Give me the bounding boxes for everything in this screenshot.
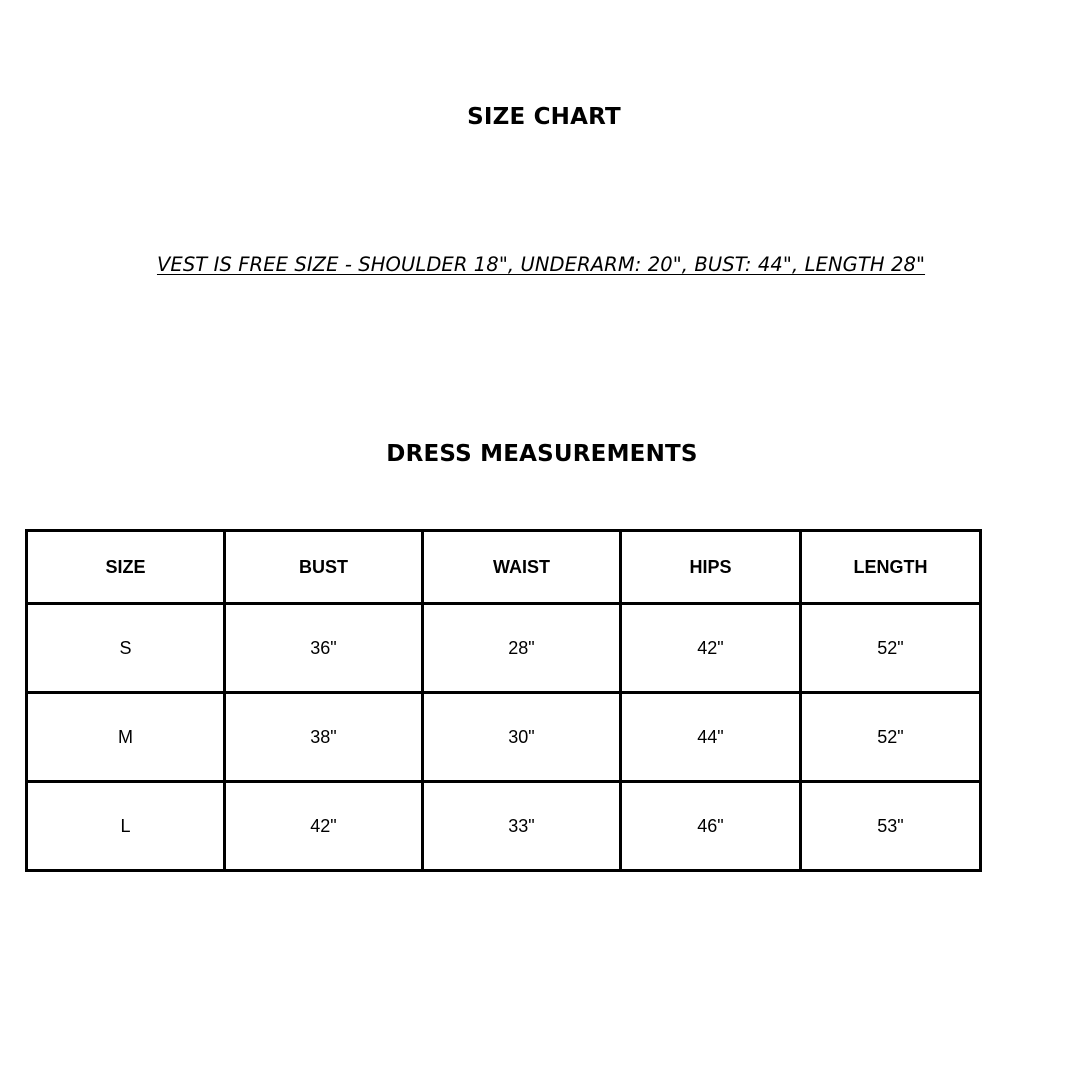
table-cell: 44" (621, 693, 801, 782)
table-cell: 36" (225, 604, 423, 693)
table-cell: 38" (225, 693, 423, 782)
table-row (27, 604, 981, 693)
table-cell: 52" (801, 604, 981, 693)
table-cell: 33" (423, 782, 621, 871)
section-title: DRESS MEASUREMENTS (386, 441, 698, 467)
table-cell: M (27, 693, 225, 782)
column-header-hips: HIPS (621, 531, 801, 604)
table-cell: 28" (423, 604, 621, 693)
column-header-size: SIZE (27, 531, 225, 604)
table-cell: 46" (621, 782, 801, 871)
page-title: SIZE CHART (467, 104, 621, 130)
table-cell: 30" (423, 693, 621, 782)
table-cell: L (27, 782, 225, 871)
table-cell: 52" (801, 693, 981, 782)
table-row (27, 693, 981, 782)
column-header-length: LENGTH (801, 531, 981, 604)
column-header-bust: BUST (225, 531, 423, 604)
table-cell: 42" (225, 782, 423, 871)
vest-size-note: VEST IS FREE SIZE - SHOULDER 18", UNDERARM: 20", BUST: 44", LENGTH 28" (156, 253, 926, 276)
table-header-row (27, 531, 981, 604)
table-cell: 53" (801, 782, 981, 871)
table-cell: 42" (621, 604, 801, 693)
dress-measurements-table (25, 529, 982, 872)
table-row (27, 782, 981, 871)
table-cell: S (27, 604, 225, 693)
column-header-waist: WAIST (423, 531, 621, 604)
